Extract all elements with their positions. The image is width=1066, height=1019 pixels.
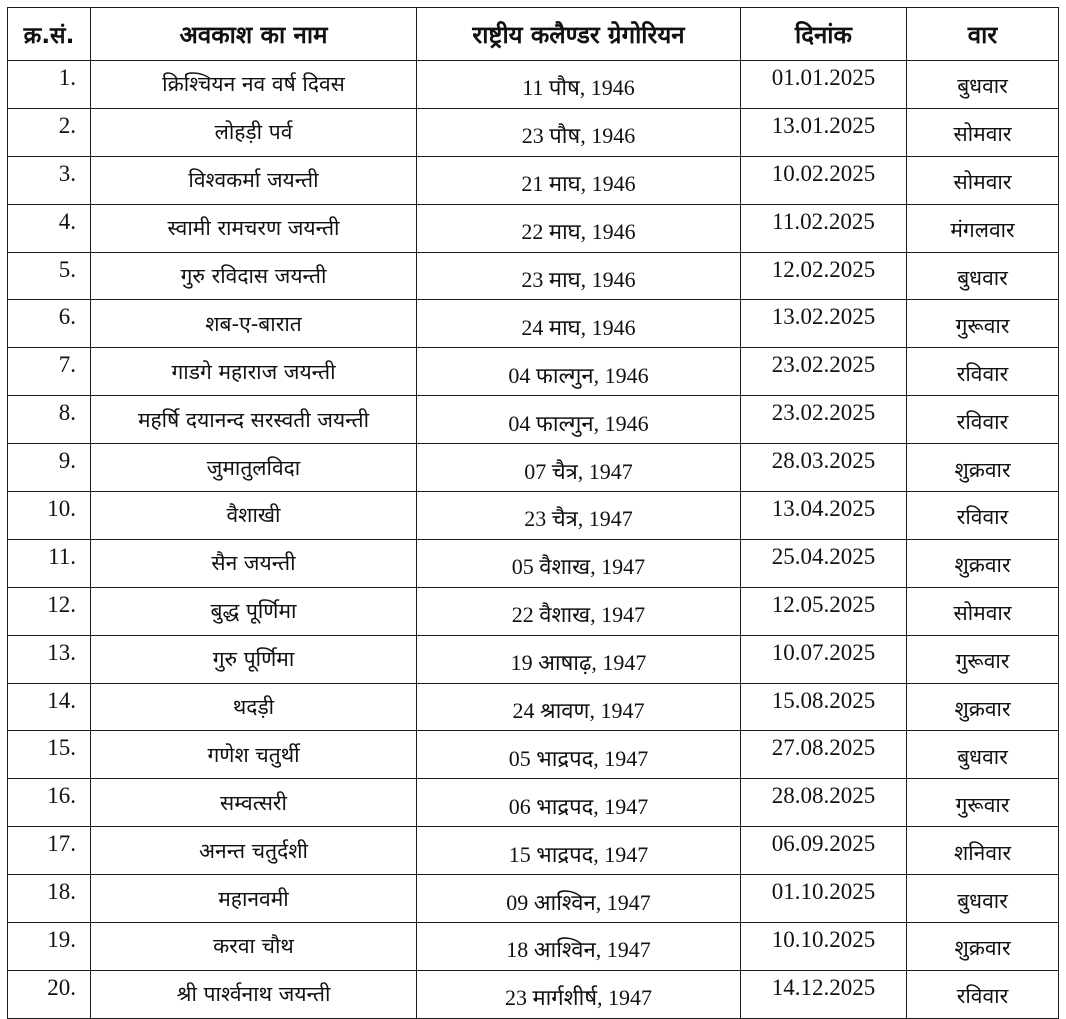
cell-day: शुक्रवार: [907, 444, 1059, 492]
cell-day: शुक्रवार: [907, 923, 1059, 971]
table-row: [8, 108, 1059, 156]
cell-holiday-name: बुद्ध पूर्णिमा: [91, 587, 417, 635]
cell-day: शनिवार: [907, 827, 1059, 875]
cell-holiday-name: थदड़ी: [91, 683, 417, 731]
cell-holiday-name: गणेश चतुर्थी: [91, 731, 417, 779]
table-row: [8, 923, 1059, 971]
cell-date: 13.04.2025: [741, 492, 907, 540]
table-row: [8, 204, 1059, 252]
cell-serial: 3.: [8, 156, 91, 204]
cell-holiday-name: गुरु रविदास जयन्ती: [91, 252, 417, 300]
cell-day: रविवार: [907, 396, 1059, 444]
cell-day: बुधवार: [907, 61, 1059, 109]
cell-date: 28.03.2025: [741, 444, 907, 492]
cell-serial: 20.: [8, 970, 91, 1018]
cell-date: 12.05.2025: [741, 587, 907, 635]
table-row: [8, 683, 1059, 731]
header-serial: क्र.सं.: [8, 8, 91, 61]
cell-serial: 6.: [8, 300, 91, 348]
cell-date: 15.08.2025: [741, 683, 907, 731]
cell-date: 13.02.2025: [741, 300, 907, 348]
cell-serial: 19.: [8, 923, 91, 971]
header-national-calendar: राष्ट्रीय कलैण्डर ग्रेगोरियन: [417, 8, 741, 61]
cell-day: बुधवार: [907, 731, 1059, 779]
header-holiday-name: अवकाश का नाम: [91, 8, 417, 61]
header-day: वार: [907, 8, 1059, 61]
cell-holiday-name: स्वामी रामचरण जयन्ती: [91, 204, 417, 252]
cell-date: 27.08.2025: [741, 731, 907, 779]
cell-serial: 1.: [8, 61, 91, 109]
table-row: [8, 396, 1059, 444]
cell-date: 12.02.2025: [741, 252, 907, 300]
cell-holiday-name: गाडगे महाराज जयन्ती: [91, 348, 417, 396]
cell-date: 01.10.2025: [741, 875, 907, 923]
cell-serial: 4.: [8, 204, 91, 252]
cell-national-calendar-date: 19 आषाढ़, 1947: [417, 635, 741, 683]
table-header: [8, 8, 1059, 61]
cell-serial: 14.: [8, 683, 91, 731]
table-row: [8, 492, 1059, 540]
cell-national-calendar-date: 18 आश्विन, 1947: [417, 923, 741, 971]
cell-day: गुरूवार: [907, 635, 1059, 683]
cell-serial: 17.: [8, 827, 91, 875]
cell-serial: 11.: [8, 539, 91, 587]
cell-day: रविवार: [907, 970, 1059, 1018]
cell-serial: 2.: [8, 108, 91, 156]
cell-day: शुक्रवार: [907, 539, 1059, 587]
cell-holiday-name: वैशाखी: [91, 492, 417, 540]
table-row: [8, 156, 1059, 204]
cell-day: गुरूवार: [907, 300, 1059, 348]
cell-serial: 8.: [8, 396, 91, 444]
cell-serial: 15.: [8, 731, 91, 779]
cell-holiday-name: अनन्त चतुर्दशी: [91, 827, 417, 875]
cell-date: 10.10.2025: [741, 923, 907, 971]
cell-national-calendar-date: 23 मार्गशीर्ष, 1947: [417, 970, 741, 1018]
cell-date: 23.02.2025: [741, 348, 907, 396]
table-row: [8, 587, 1059, 635]
cell-national-calendar-date: 23 माघ, 1946: [417, 252, 741, 300]
cell-serial: 16.: [8, 779, 91, 827]
cell-holiday-name: शब-ए-बारात: [91, 300, 417, 348]
cell-day: रविवार: [907, 348, 1059, 396]
table-row: [8, 635, 1059, 683]
cell-holiday-name: विश्वकर्मा जयन्ती: [91, 156, 417, 204]
cell-day: रविवार: [907, 492, 1059, 540]
cell-holiday-name: महर्षि दयानन्द सरस्वती जयन्ती: [91, 396, 417, 444]
table-row: [8, 300, 1059, 348]
cell-date: 13.01.2025: [741, 108, 907, 156]
table-row: [8, 61, 1059, 109]
cell-holiday-name: करवा चौथ: [91, 923, 417, 971]
cell-national-calendar-date: 04 फाल्गुन, 1946: [417, 396, 741, 444]
cell-day: बुधवार: [907, 875, 1059, 923]
cell-serial: 10.: [8, 492, 91, 540]
table-row: [8, 539, 1059, 587]
table-row: [8, 348, 1059, 396]
cell-holiday-name: लोहड़ी पर्व: [91, 108, 417, 156]
cell-serial: 12.: [8, 587, 91, 635]
table-row: [8, 252, 1059, 300]
cell-national-calendar-date: 22 वैशाख, 1947: [417, 587, 741, 635]
cell-national-calendar-date: 23 पौष, 1946: [417, 108, 741, 156]
cell-national-calendar-date: 22 माघ, 1946: [417, 204, 741, 252]
cell-date: 25.04.2025: [741, 539, 907, 587]
cell-national-calendar-date: 11 पौष, 1946: [417, 61, 741, 109]
cell-day: सोमवार: [907, 108, 1059, 156]
cell-national-calendar-date: 24 श्रावण, 1947: [417, 683, 741, 731]
cell-national-calendar-date: 06 भाद्रपद, 1947: [417, 779, 741, 827]
cell-holiday-name: क्रिश्चियन नव वर्ष दिवस: [91, 61, 417, 109]
cell-date: 01.01.2025: [741, 61, 907, 109]
cell-national-calendar-date: 15 भाद्रपद, 1947: [417, 827, 741, 875]
cell-day: सोमवार: [907, 587, 1059, 635]
table-body: [8, 61, 1059, 1019]
cell-holiday-name: सैन जयन्ती: [91, 539, 417, 587]
holiday-list-document: [7, 7, 1058, 1019]
cell-day: मंगलवार: [907, 204, 1059, 252]
cell-national-calendar-date: 05 भाद्रपद, 1947: [417, 731, 741, 779]
cell-date: 23.02.2025: [741, 396, 907, 444]
cell-day: बुधवार: [907, 252, 1059, 300]
table-row: [8, 779, 1059, 827]
cell-holiday-name: गुरु पूर्णिमा: [91, 635, 417, 683]
cell-date: 10.07.2025: [741, 635, 907, 683]
header-row: [8, 8, 1059, 61]
cell-national-calendar-date: 24 माघ, 1946: [417, 300, 741, 348]
holiday-table: [7, 7, 1059, 1019]
cell-serial: 9.: [8, 444, 91, 492]
cell-holiday-name: महानवमी: [91, 875, 417, 923]
cell-national-calendar-date: 23 चैत्र, 1947: [417, 492, 741, 540]
header-date: दिनांक: [741, 8, 907, 61]
cell-date: 14.12.2025: [741, 970, 907, 1018]
cell-day: गुरूवार: [907, 779, 1059, 827]
cell-date: 10.02.2025: [741, 156, 907, 204]
cell-national-calendar-date: 21 माघ, 1946: [417, 156, 741, 204]
cell-national-calendar-date: 04 फाल्गुन, 1946: [417, 348, 741, 396]
cell-serial: 13.: [8, 635, 91, 683]
cell-holiday-name: श्री पार्श्वनाथ जयन्ती: [91, 970, 417, 1018]
cell-holiday-name: सम्वत्सरी: [91, 779, 417, 827]
table-row: [8, 875, 1059, 923]
cell-national-calendar-date: 05 वैशाख, 1947: [417, 539, 741, 587]
cell-national-calendar-date: 07 चैत्र, 1947: [417, 444, 741, 492]
cell-date: 06.09.2025: [741, 827, 907, 875]
table-row: [8, 827, 1059, 875]
table-row: [8, 444, 1059, 492]
cell-serial: 5.: [8, 252, 91, 300]
cell-serial: 7.: [8, 348, 91, 396]
table-row: [8, 731, 1059, 779]
table-row: [8, 970, 1059, 1018]
cell-day: सोमवार: [907, 156, 1059, 204]
cell-date: 28.08.2025: [741, 779, 907, 827]
cell-day: शुक्रवार: [907, 683, 1059, 731]
cell-national-calendar-date: 09 आश्विन, 1947: [417, 875, 741, 923]
cell-serial: 18.: [8, 875, 91, 923]
cell-holiday-name: जुमातुलविदा: [91, 444, 417, 492]
cell-date: 11.02.2025: [741, 204, 907, 252]
